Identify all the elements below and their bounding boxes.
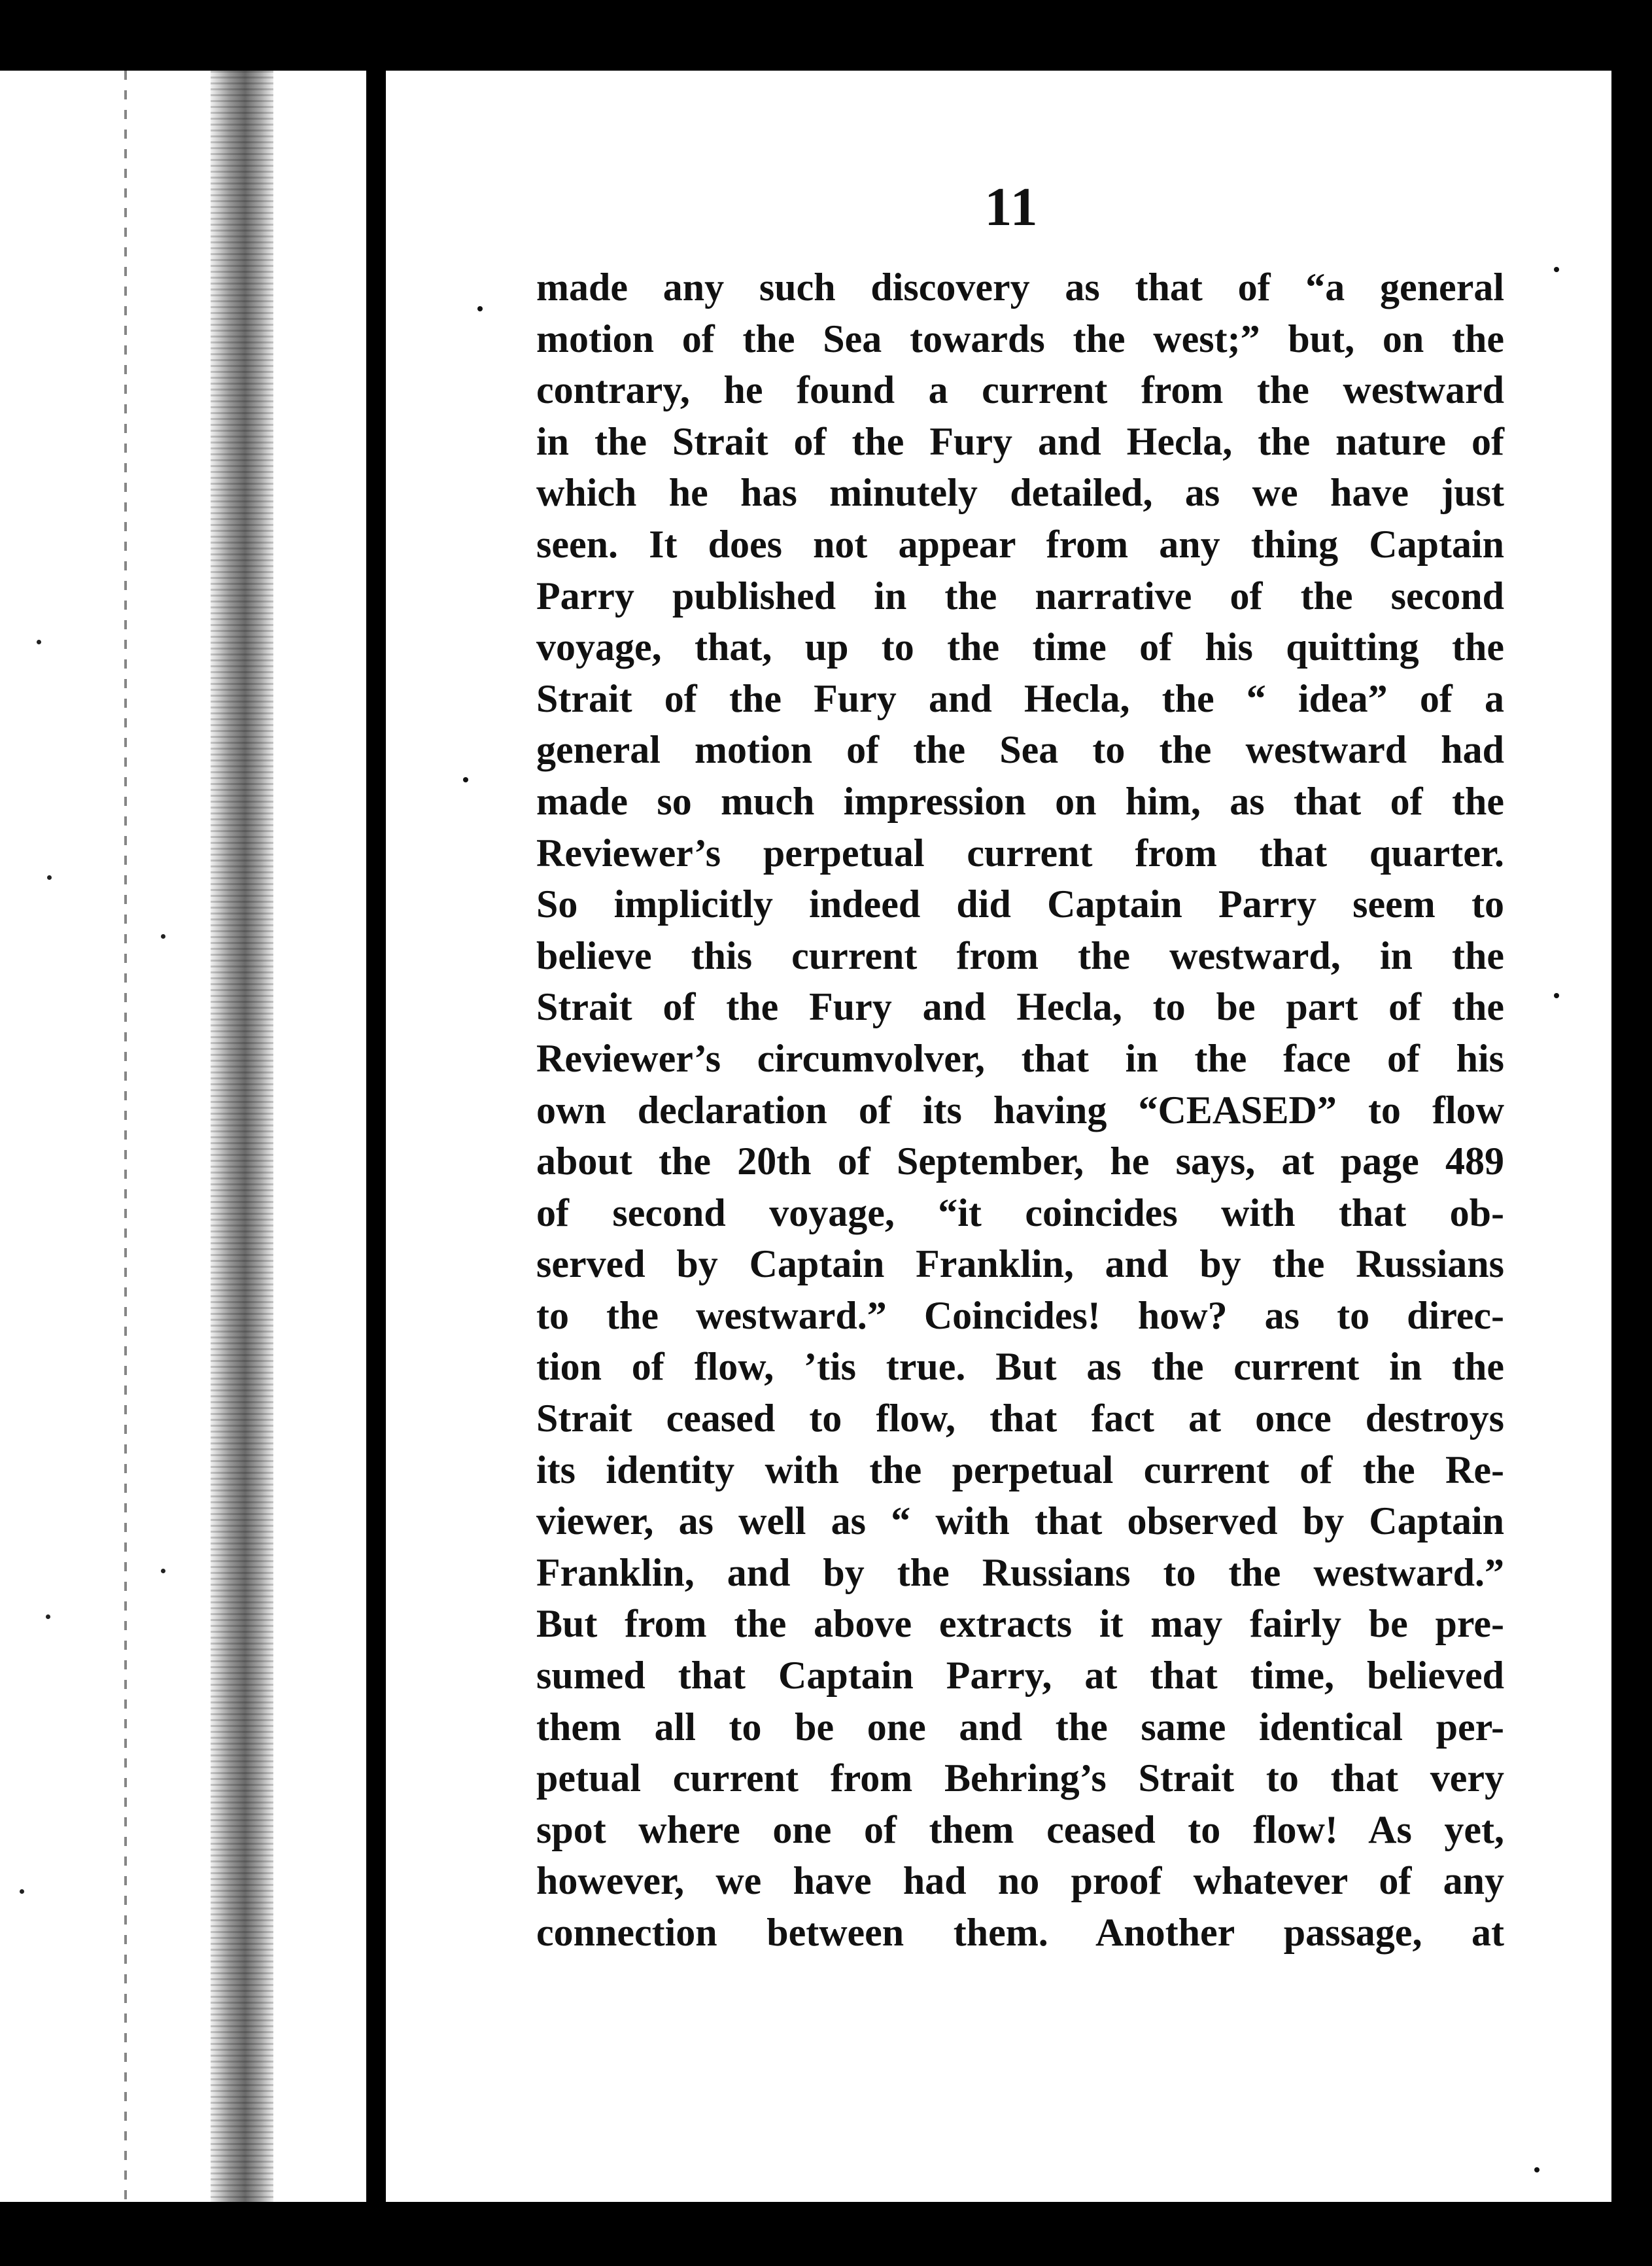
scan-speck: [477, 306, 483, 311]
text-line: Reviewer’s perpetual current from that quarter.: [536, 831, 1504, 875]
text-line: Franklin, and by the Russians to the westward.”: [536, 1550, 1504, 1594]
text-line: Parry published in the narrative of the second: [536, 574, 1504, 618]
text-line: Strait ceased to flow, that fact at once destroys: [536, 1397, 1504, 1440]
body-text: [536, 262, 1504, 1959]
text-line: Reviewer’s circumvolver, that in the face of his: [536, 1036, 1504, 1080]
scan-speck: [1554, 267, 1559, 272]
text-line: made any such discovery as that of “a general: [536, 266, 1504, 309]
text-line: made so much impression on him, as that of the: [536, 779, 1504, 823]
text-line: however, we have had no proof whatever of any: [536, 1859, 1504, 1903]
scan-speck: [20, 1889, 24, 1894]
text-line: spot where one of them ceased to flow! As yet,: [536, 1807, 1504, 1851]
scan-speck: [161, 934, 165, 939]
book-page: [386, 71, 1611, 2202]
text-line: them all to be one and the same identical per-: [536, 1705, 1504, 1749]
left-page-rule: [124, 71, 127, 2202]
text-line: which he has minutely detailed, as we have just: [536, 471, 1504, 515]
text-line: own declaration of its having “CEASED” to flow: [536, 1088, 1504, 1132]
text-line: of second voyage, “it coincides with that ob-: [536, 1191, 1504, 1234]
text-line: motion of the Sea towards the west;” but, on the: [536, 317, 1504, 360]
text-line: petual current from Behring’s Strait to that very: [536, 1756, 1504, 1800]
text-line: tion of flow, ’tis true. But as the current in the: [536, 1345, 1504, 1389]
text-line: believe this current from the westward, in the: [536, 933, 1504, 977]
book-binding: [366, 71, 386, 2202]
text-line: sumed that Captain Parry, at that time, believed: [536, 1654, 1504, 1698]
text-line: voyage, that, up to the time of his quitting the: [536, 625, 1504, 669]
text-line: seen. It does not appear from any thing Captain: [536, 522, 1504, 566]
scan-speck: [463, 777, 468, 782]
scan-speck: [47, 875, 52, 880]
text-line: in the Strait of the Fury and Hecla, the nature of: [536, 419, 1504, 463]
scan-speck: [37, 640, 41, 644]
text-line: to the westward.” Coincides! how? as to direc-: [536, 1293, 1504, 1337]
left-facing-page-edge: [0, 71, 366, 2202]
text-line: its identity with the perpetual current of the Re-: [536, 1448, 1504, 1491]
text-line: served by Captain Franklin, and by the Russians: [536, 1242, 1504, 1286]
text-line: But from the above extracts it may fairly be pre-: [536, 1602, 1504, 1646]
page-gutter-shadow: [211, 71, 273, 2202]
scan-speck: [1554, 993, 1559, 998]
text-line: So implicitly indeed did Captain Parry seem to: [536, 882, 1504, 926]
text-line: Strait of the Fury and Hecla, the “ idea” of a: [536, 676, 1504, 720]
scan-speck: [161, 1569, 165, 1573]
text-line: connection between them. Another passage, at: [536, 1911, 1504, 1954]
text-line: about the 20th of September, he says, at page 489: [536, 1140, 1504, 1183]
text-line: contrary, he found a current from the westward: [536, 368, 1504, 412]
page-number: 11: [984, 177, 1039, 237]
text-line: viewer, as well as “ with that observed by Captain: [536, 1499, 1504, 1543]
text-line: Strait of the Fury and Hecla, to be part of the: [536, 985, 1504, 1029]
scan-speck: [1534, 2167, 1540, 2172]
text-line: general motion of the Sea to the westward had: [536, 728, 1504, 772]
scan-speck: [46, 1614, 50, 1619]
